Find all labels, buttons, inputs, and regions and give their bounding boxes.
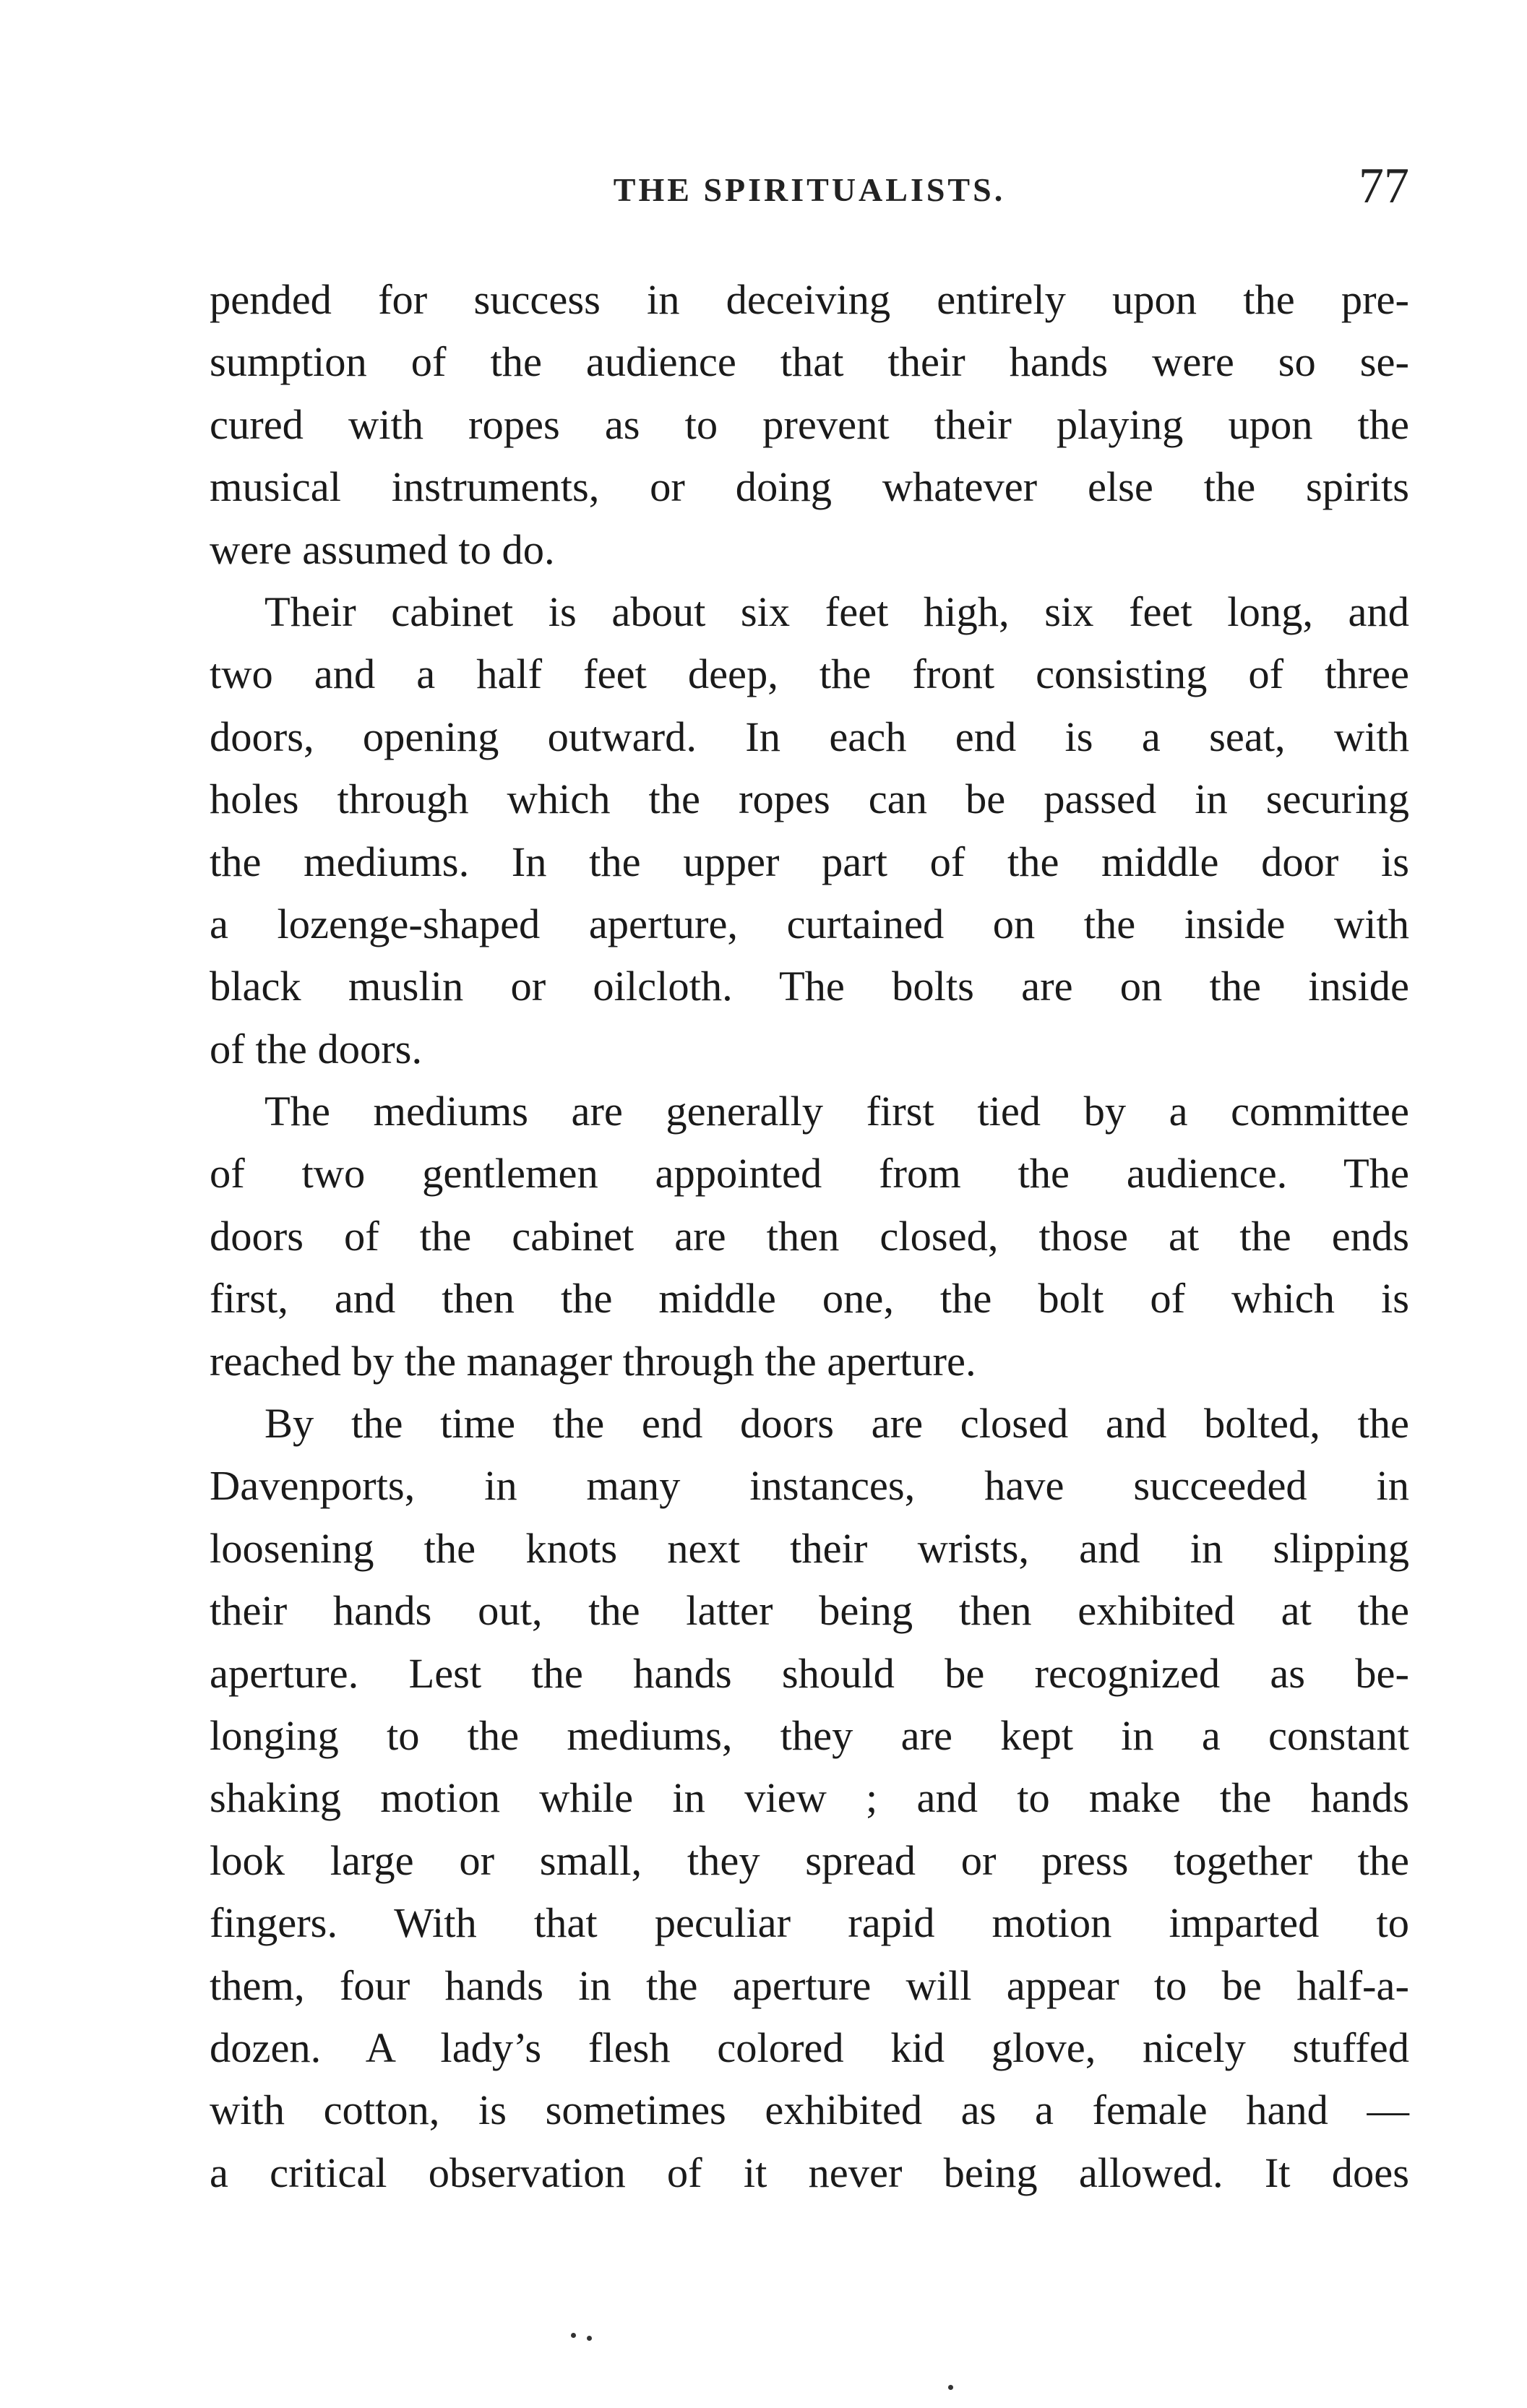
print-speck <box>587 2336 592 2341</box>
text-line: The mediums are generally first tied by a committee <box>264 1088 1409 1135</box>
text-line: shaking motion while in view ; and to make the hands <box>210 1774 1409 1822</box>
text-line: holes through which the ropes can be passed in securing <box>210 775 1409 823</box>
text-line: of the doors. <box>210 1025 423 1072</box>
text-line: look large or small, they spread or press together the <box>210 1836 1409 1884</box>
text-line: with cotton, is sometimes exhibited as a female hand — <box>210 2086 1409 2134</box>
text-line: longing to the mediums, they are kept in a constant <box>210 1711 1409 1759</box>
print-speck <box>571 2333 576 2338</box>
text-line: a lozenge-shaped aperture, curtained on the inside with <box>210 900 1409 947</box>
text-line: By the time the end doors are closed and bolted, the <box>264 1400 1409 1448</box>
text-line: the mediums. In the upper part of the middle door is <box>210 838 1409 885</box>
body-text <box>210 269 1409 2204</box>
page-number: 77 <box>1359 158 1409 214</box>
text-line: pended for success in deceiving entirely upon the pre- <box>210 276 1409 323</box>
running-head <box>210 158 1409 215</box>
text-line: two and a half feet deep, the front consisting of three <box>210 650 1409 698</box>
text-line: them, four hands in the aperture will appear to be half-a- <box>210 1961 1409 2009</box>
text-line: first, and then the middle one, the bolt of which is <box>210 1275 1409 1323</box>
text-line: sumption of the audience that their hands were so se- <box>210 338 1409 386</box>
text-line: of two gentlemen appointed from the audience. The <box>210 1150 1409 1197</box>
text-line: Their cabinet is about six feet high, six feet long, and <box>264 588 1409 635</box>
text-line: their hands out, the latter being then exhibited at the <box>210 1587 1409 1635</box>
text-line: were assumed to do. <box>210 525 555 573</box>
text-line: dozen. A lady’s flesh colored kid glove, nicely stuffed <box>210 2024 1409 2071</box>
text-line: loosening the knots next their wrists, and in slipping <box>210 1524 1409 1572</box>
text-line: fingers. With that peculiar rapid motion imparted to <box>210 1899 1409 1947</box>
text-line: a critical observation of it never being allowed. It does <box>210 2149 1409 2196</box>
text-line: black muslin or oilcloth. The bolts are on the inside <box>210 963 1409 1010</box>
running-title: THE SPIRITUALISTS. <box>613 171 1006 208</box>
text-line: doors of the cabinet are then closed, those at the ends <box>210 1212 1409 1260</box>
text-line: cured with ropes as to prevent their playing upon the <box>210 400 1409 448</box>
text-line: doors, opening outward. In each end is a seat, with <box>210 713 1409 760</box>
text-line: musical instruments, or doing whatever else the spirits <box>210 463 1409 511</box>
text-line: Davenports, in many instances, have succeeded in <box>210 1462 1409 1510</box>
text-line: reached by the manager through the aperture. <box>210 1337 976 1385</box>
print-speck <box>948 2385 953 2390</box>
text-line: aperture. Lest the hands should be recognized as be- <box>210 1649 1409 1697</box>
